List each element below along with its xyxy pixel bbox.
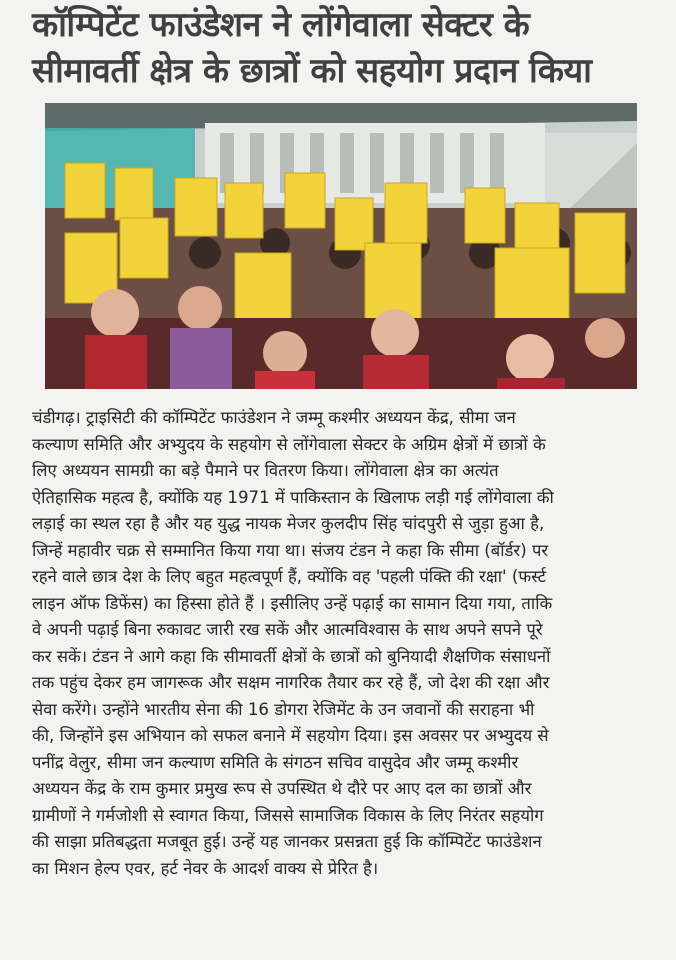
cut-off-next-article bbox=[0, 952, 676, 960]
article-line: लिए अध्ययन सामग्री का बड़े पैमाने पर वितरण किया। लोंगेवाला क्षेत्र का अत्यंत bbox=[32, 461, 499, 480]
article-line: ग्रामीणों ने गर्मजोशी से स्वागत किया, जिससे सामाजिक विकास के लिए निरंतर सहयोग bbox=[32, 805, 544, 825]
headline bbox=[32, 2, 662, 94]
article-line: अध्ययन केंद्र के राम कुमार प्रमुख रूप से उपस्थित थे दौरे पर आए दल का छात्रों और bbox=[32, 779, 532, 798]
article-line: जिन्हें महावीर चक्र से सम्मानित किया गया था। संजय टंडन ने कहा कि सीमा (बॉर्डर) पर bbox=[32, 540, 549, 560]
article-line: की, जिन्होंने इस अभियान को सफल बनाने में सहयोग दिया। इस अवसर पर अभ्युदय से bbox=[32, 726, 549, 745]
headline-line-1: कॉम्पिटेंट फाउंडेशन ने लोंगेवाला सेक्टर के bbox=[32, 5, 530, 45]
article-body bbox=[32, 405, 646, 882]
headline-line-2: सीमावर्ती क्षेत्र के छात्रों को सहयोग प्रदान किया bbox=[32, 51, 592, 91]
article-line: तक पहुंच देकर हम जागरूक और सक्षम नागरिक तैयार कर रहे हैं, जो देश की रक्षा और bbox=[32, 673, 550, 692]
article-line: कर सकें। टंडन ने आगे कहा कि सीमावर्ती क्षेत्रों के छात्रों को बुनियादी शैक्षणिक संसाधनों bbox=[32, 646, 551, 666]
article-line: लाइन ऑफ डिफेंस) का हिस्सा होते हैं । इसीलिए उन्हें पढ़ाई का सामान दिया गया, ताकि bbox=[32, 593, 553, 613]
photo-icon bbox=[45, 103, 637, 389]
article-line: की साझा प्रतिबद्धता मजबूत हुई। उन्हें यह जानकर प्रसन्नता हुई कि कॉम्पिटेंट फाउंडेशन bbox=[32, 832, 542, 851]
article-line: लड़ाई का स्थल रहा है और यह युद्ध नायक मेजर कुलदीप सिंह चांदपुरी से जुड़ा हुआ है, bbox=[32, 514, 545, 533]
article-line: वे अपनी पढ़ाई बिना रुकावट जारी रख सकें और आत्मविश्वास के साथ अपने सपने पूरे bbox=[32, 620, 543, 639]
article-line: सेवा करेंगे। उन्होंने भारतीय सेना की 16 डोगरा रेजिमेंट के उन जवानों की सराहना भी bbox=[32, 699, 535, 719]
article-line: रहने वाले छात्र देश के लिए बहुत महत्वपूर्ण हैं, क्योंकि वह 'पहली पंक्ति की रक्षा' (फर्स्ट bbox=[32, 567, 546, 586]
article-line: ऐतिहासिक महत्व है, क्योंकि यह 1971 में पाकिस्तान के खिलाफ लड़ी गई लोंगेवाला की bbox=[32, 487, 554, 507]
article-line: कल्याण समिति और अभ्युदय के सहयोग से लोंगेवाला सेक्टर के अग्रिम क्षेत्रों में छात्रों के bbox=[32, 434, 546, 454]
article-line: चंडीगढ़। ट्राइसिटी की कॉम्पिटेंट फाउंडेशन ने जम्मू कश्मीर अध्ययन केंद्र, सीमा जन bbox=[32, 408, 516, 427]
news-photo bbox=[45, 103, 637, 389]
article-line: का मिशन हेल्प एवर, हर्ट नेवर के आदर्श वाक्य से प्रेरित है। bbox=[32, 858, 379, 878]
article-line: पनींद्र वेलुर, सीमा जन कल्याण समिति के संगठन सचिव वासुदेव और जम्मू कश्मीर bbox=[32, 752, 519, 772]
